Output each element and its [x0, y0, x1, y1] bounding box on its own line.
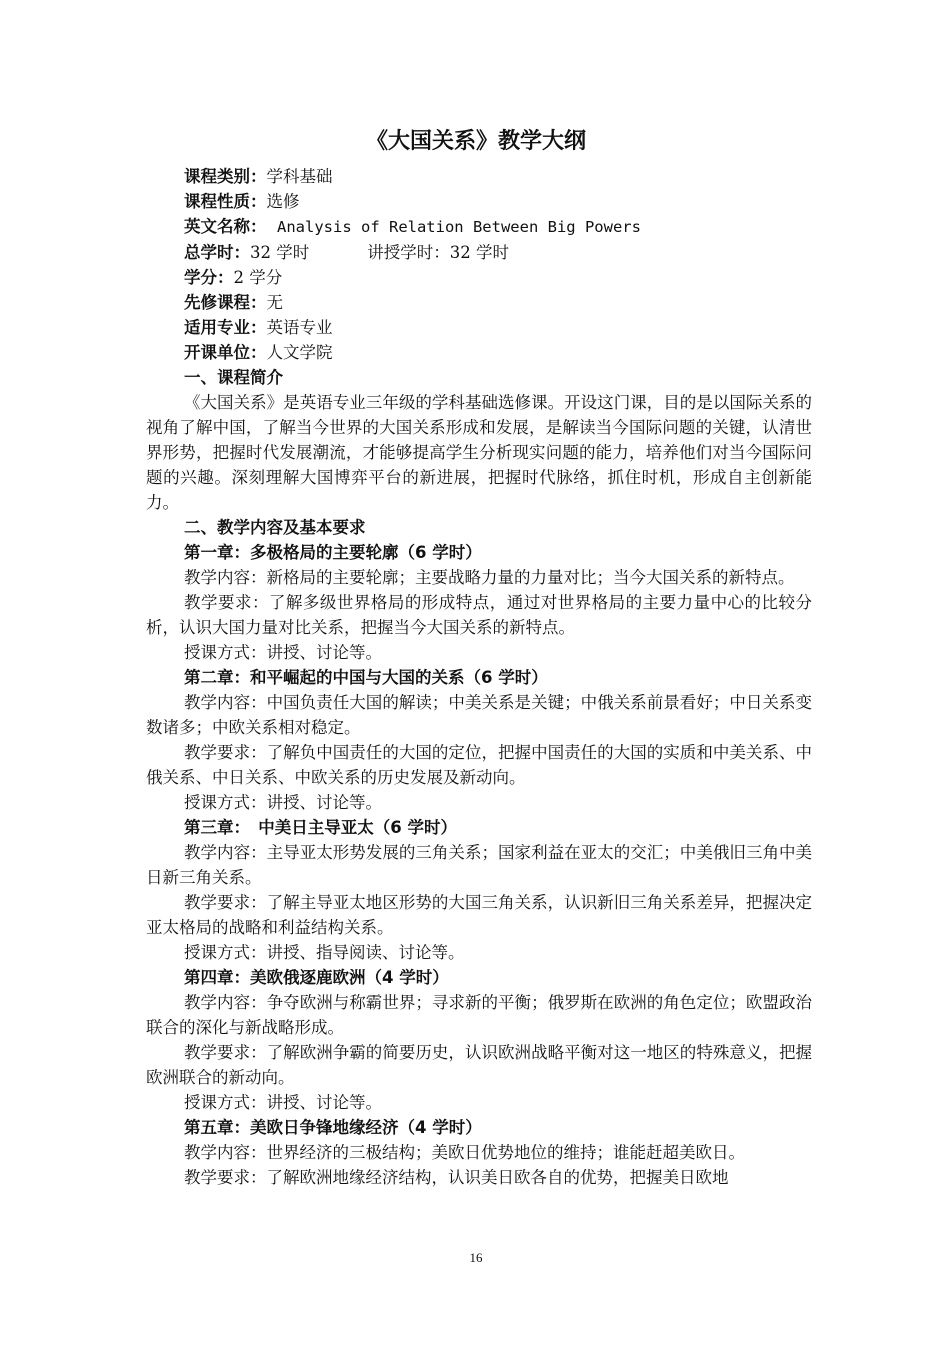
meta-value: Analysis of Relation Between Big Powers — [277, 218, 641, 236]
chapter-heading: 第三章： 中美日主导亚太（6 学时） — [184, 818, 457, 837]
meta-value: 选修 — [266, 192, 300, 211]
chapter-requirement: 教学要求：了解多级世界格局的形成特点，通过对世界格局的主要力量中心的比较分析，认识大国力量对比关系，把握当今大国关系的新特点。 — [146, 593, 812, 637]
chapter-content: 教学内容：世界经济的三极结构；美欧日优势地位的维持；谁能赶超美欧日。 — [184, 1143, 745, 1162]
meta-credits — [146, 265, 812, 290]
chapter-method: 授课方式：讲授、讨论等。 — [184, 793, 382, 812]
meta-value: 32 学时 — [449, 243, 509, 262]
section-heading: 二、教学内容及基本要求 — [184, 518, 366, 537]
meta-label: 课程类别： — [184, 167, 267, 186]
meta-label: 英文名称： — [184, 217, 267, 236]
chapter-content: 教学内容：主导亚太形势发展的三角关系；国家利益在亚太的交汇；中美俄旧三角中美日新三角关系。 — [146, 843, 812, 887]
meta-label: 开课单位： — [184, 343, 267, 362]
meta-label: 适用专业： — [184, 318, 267, 337]
meta-label: 先修课程： — [184, 293, 267, 312]
chapter-heading: 第五章：美欧日争锋地缘经济（4 学时） — [184, 1118, 482, 1137]
chapter-content: 教学内容：中国负责任大国的解读；中美关系是关键；中俄关系前景看好；中日关系变数诸多；中欧关系相对稳定。 — [146, 693, 812, 737]
meta-value: 学科基础 — [266, 167, 333, 186]
meta-category — [146, 164, 812, 189]
chapter-heading: 第一章：多极格局的主要轮廓（6 学时） — [184, 543, 482, 562]
chapter-content: 教学内容：新格局的主要轮廓；主要战略力量的力量对比；当今大国关系的新特点。 — [184, 568, 795, 587]
chapter-method: 授课方式：讲授、讨论等。 — [184, 643, 382, 662]
chapter-heading: 第四章：美欧俄逐鹿欧洲（4 学时） — [184, 968, 449, 987]
meta-prerequisite — [146, 290, 812, 315]
document-body — [146, 164, 812, 1190]
chapter-method: 授课方式：讲授、指导阅读、讨论等。 — [184, 943, 465, 962]
chapter-requirement: 教学要求：了解主导亚太地区形势的大国三角关系，认识新旧三角关系差异，把握决定亚太格局的战略和利益结构关系。 — [146, 893, 812, 937]
meta-major — [146, 315, 812, 340]
chapter-method: 授课方式：讲授、讨论等。 — [184, 1093, 382, 1112]
meta-value: 无 — [266, 293, 283, 312]
meta-unit — [146, 340, 812, 365]
meta-value: 英语专业 — [266, 318, 333, 337]
meta-hours — [146, 240, 812, 265]
meta-label: 学分： — [184, 268, 234, 287]
chapter-content: 教学内容：争夺欧洲与称霸世界；寻求新的平衡；俄罗斯在欧洲的角色定位；欧盟政治联合的深化与新战略形成。 — [146, 993, 812, 1037]
meta-value: 2 学分 — [233, 268, 283, 287]
chapter-requirement: 教学要求：了解欧洲争霸的简要历史，认识欧洲战略平衡对这一地区的特殊意义，把握欧洲联合的新动向。 — [146, 1043, 812, 1087]
meta-nature — [146, 189, 812, 214]
chapter-requirement: 教学要求：了解欧洲地缘经济结构，认识美日欧各自的优势，把握美日欧地 — [184, 1168, 729, 1187]
meta-english-name — [146, 214, 812, 240]
chapter-heading: 第二章：和平崛起的中国与大国的关系（6 学时） — [184, 668, 548, 687]
page-title: 《大国关系》教学大纲 — [365, 129, 586, 154]
meta-label: 讲授学时： — [367, 243, 450, 262]
meta-label: 课程性质： — [184, 192, 267, 211]
chapter-requirement: 教学要求：了解负中国责任的大国的定位，把握中国责任的大国的实质和中美关系、中俄关系、中日关系、中欧关系的历史发展及新动向。 — [146, 743, 812, 787]
meta-value: 32 学时 — [250, 243, 310, 262]
page-number: 16 — [469, 1250, 483, 1265]
section-heading: 一、课程简介 — [184, 368, 283, 387]
meta-label: 总学时： — [184, 243, 250, 262]
meta-value: 人文学院 — [266, 343, 333, 362]
course-intro-paragraph: 《大国关系》是英语专业三年级的学科基础选修课。开设这门课，目的是以国际关系的视角了解中国，了解当今世界的大国关系形成和发展，是解读当今国际问题的关键，认清世界形势，把握时代发展潮流，才能够提高学生分析现实问题的能力，培养他们对当今国际问题的兴趣。深刻理解大国博弈平台的新进展，把握时代脉络，抓住时机，形成自主创新能力。 — [146, 393, 812, 512]
